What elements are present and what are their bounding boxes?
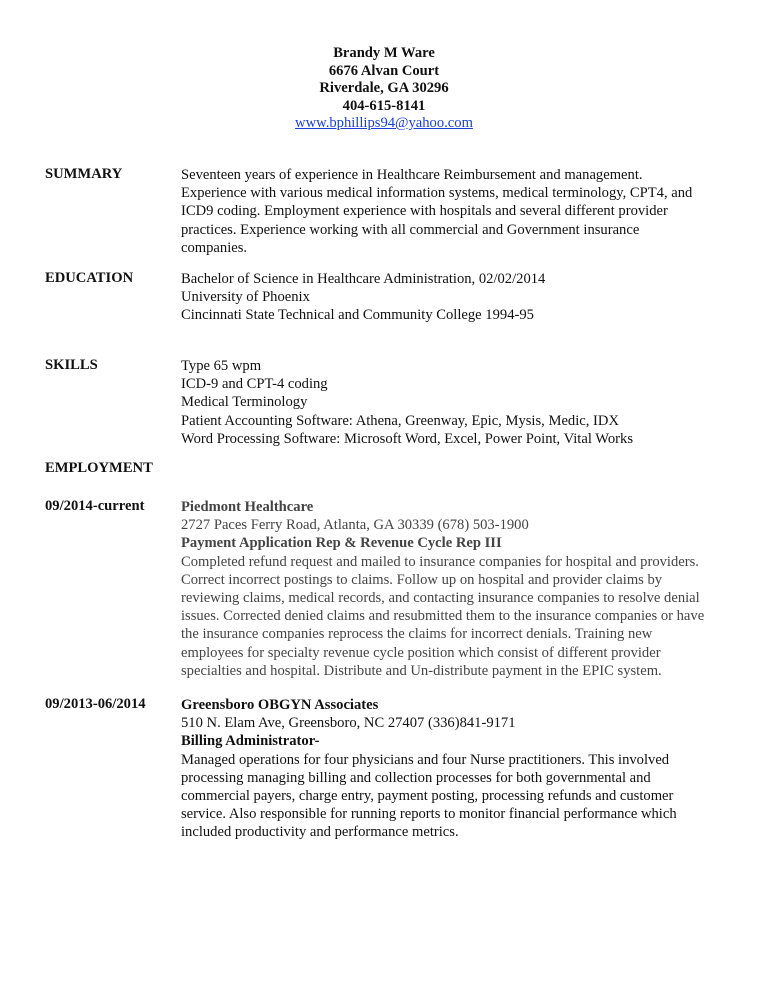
job-line: service. Also responsible for running reports to monitor financial performance which [181,806,677,823]
company-address: 510 N. Elam Ave, Greensboro, NC 27407 (336)841-9171 [181,715,516,732]
summary-line: Experience with various medical information systems, medical terminology, CPT4, and [181,185,693,202]
job-entry [181,498,704,680]
education-label: EDUCATION [45,270,134,286]
summary-text [181,166,692,257]
job-line: Managed operations for four physicians and four Nurse practitioners. This involved [181,751,670,768]
company-name: Piedmont Healthcare [181,499,314,515]
job-line: Completed refund request and mailed to insurance companies for hospital and providers. [181,553,699,570]
summary-line: practices. Experience working with all commercial and Government insurance [181,221,640,238]
summary-line: companies. [181,239,248,256]
company-address: 2727 Paces Ferry Road, Atlanta, GA 30339 (678) 503-1900 [181,517,529,534]
job-line: employees for specialty revenue cycle position which consist of different provider [181,644,661,661]
skills-label: SKILLS [45,357,98,373]
job-line: reviewing claims, medical records, and contacting insurance companies to resolve denial [181,590,700,607]
job-line: issues. Corrected denied claims and resubmitted them to the insurance companies or have [181,608,705,625]
job-title: Payment Application Rep & Revenue Cycle Rep III [181,535,502,552]
job-line: included productivity and performance metrics. [181,824,459,841]
skill-line: Type 65 wpm [181,358,262,374]
job-dates: 09/2013-06/2014 [45,696,146,712]
job-line: the insurance companies reprocess the claims for incorrect denials. Training new [181,626,653,643]
skill-line: Word Processing Software: Microsoft Word, Excel, Power Point, Vital Works [181,430,634,447]
education-line: Bachelor of Science in Healthcare Administration, 02/02/2014 [181,271,546,287]
phone: 404-615-8141 [342,97,426,114]
job-line: processing managing billing and collection processes for both governmental and [181,769,651,786]
name: Brandy M Ware [333,45,435,61]
job-line: specialties and hospital. Distribute and Un-distribute payment in the EPIC system. [181,662,662,679]
skills-text [181,357,633,448]
education-line: Cincinnati State Technical and Community College 1994-95 [181,307,534,324]
summary-line: Seventeen years of experience in Healthcare Reimbursement and management. [181,167,643,183]
summary-line: ICD9 coding. Employment experience with hospitals and several different provider [181,203,668,220]
skill-line: Medical Terminology [181,394,308,411]
city: Riverdale, GA 30296 [319,80,449,96]
company-name: Greensboro OBGYN Associates [181,697,379,713]
job-entry [181,696,677,842]
education-line: University of Phoenix [181,289,310,306]
email-link[interactable]: www.bphillips94@yahoo.com [295,115,473,131]
skill-line: ICD-9 and CPT-4 coding [181,376,328,393]
job-line: commercial payers, charge entry, payment posting, processing refunds and customer [181,788,674,805]
summary-label: SUMMARY [45,166,123,182]
street: 6676 Alvan Court [328,62,440,79]
education-text [181,270,545,325]
job-line: Correct incorrect postings to claims. Follow up on hospital and provider claims by [181,571,663,588]
job-title: Billing Administrator- [181,733,320,750]
contact-header [0,45,768,133]
job-dates: 09/2014-current [45,498,145,514]
employment-label: EMPLOYMENT [45,460,153,476]
skill-line: Patient Accounting Software: Athena, Greenway, Epic, Mysis, Medic, IDX [181,412,619,429]
